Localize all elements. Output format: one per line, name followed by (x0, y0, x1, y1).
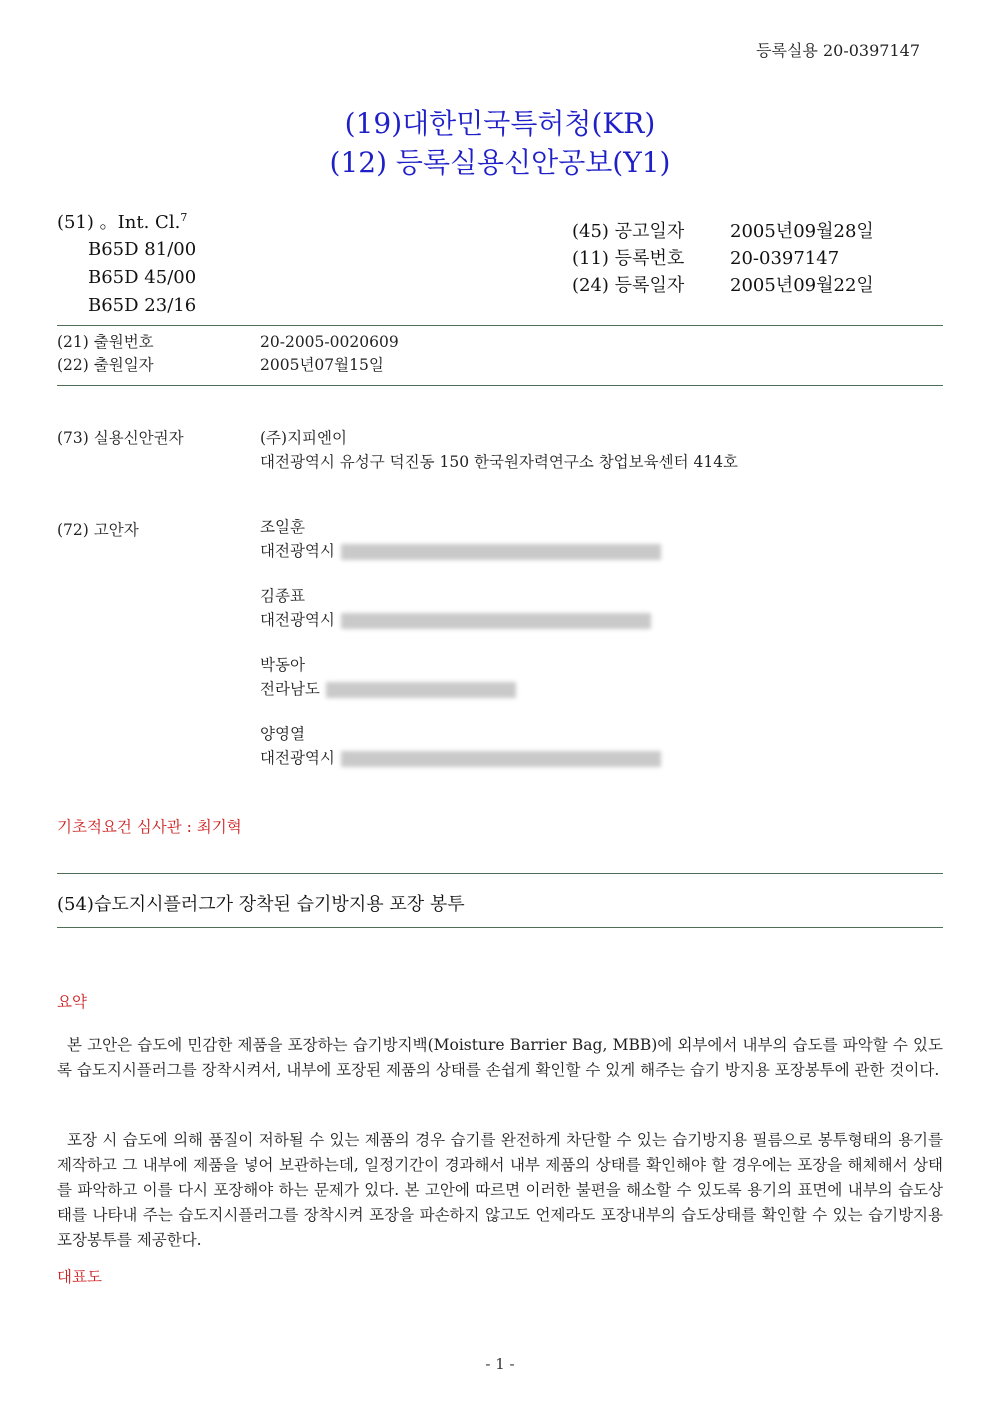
summary-paragraph-2: 포장 시 습도에 의해 품질이 저하될 수 있는 제품의 경우 습기를 완전하게 차단할 수 있는 습기방지용 필름으로 봉투형태의 용기를 제작하고 그 내부에 제품을 넣어 보관하는데, 일정기간이 경과해서 내부 제품의 상태를 확인해야 할 경우에는 포장을 해체해서 상태를 파악하고 이를 다시 포장해야 하는 문제가 있다. 본 고안에 따르면 이러한 불편을 해소할 수 있도록 용기의 표면에 내부의 습도상태를 나타내 주는 습도지시플러그를 장착시켜 포장을 파손하지 않고도 언제라도 포장내부의 습도상태를 확인할 수 있는 습기방지용 포장봉투를 제공한다. (57, 1131, 943, 1249)
inventor-list (260, 515, 661, 770)
application-info (57, 331, 399, 377)
redacted-address (341, 544, 661, 560)
examiner: 기초적요건 심사관 : 최기혁 (57, 818, 242, 836)
inventor-name: 박동아 (260, 656, 305, 674)
inventor-name: 양영열 (260, 725, 305, 743)
redacted-address (341, 613, 651, 629)
office-title: (19)대한민국특허청(KR) (344, 107, 656, 140)
application-row: (22) 출원일자 2005년07월15일 (57, 356, 384, 374)
registration-number-header: 등록실용 20-0397147 (756, 41, 920, 60)
inventor-name: 김종표 (260, 587, 305, 605)
inventor-address: 대전광역시 (260, 746, 661, 770)
date-row: (11) 등록번호 20-0397147 (572, 248, 840, 269)
inventor (260, 515, 661, 563)
inventor-address: 대전광역시 (260, 608, 661, 632)
redacted-address (326, 682, 516, 698)
date-row: (45) 공고일자 2005년09월28일 (572, 221, 874, 242)
inventor-address: 전라남도 (260, 677, 661, 701)
inventor (260, 722, 661, 770)
invention-title: (54)습도지시플러그가 장착된 습기방지용 포장 봉투 (57, 894, 465, 915)
classification-code: B65D 81/00 (88, 239, 197, 260)
holder-name: (주)지피엔이 (260, 429, 347, 447)
representative-drawing-heading: 대표도 (57, 1268, 102, 1286)
classification-codes (88, 236, 196, 320)
summary-heading: 요약 (57, 993, 87, 1011)
inventors-label: (72) 고안자 (57, 521, 139, 539)
classification-label: (51) 。Int. Cl.$^7$ (57, 211, 188, 233)
inventor-address: 대전광역시 (260, 539, 661, 563)
holder-label: (73) 실용신안권자 (57, 429, 184, 447)
classification-code: B65D 45/00 (88, 267, 197, 288)
holder-address: 대전광역시 유성구 덕진동 150 한국원자력연구소 창업보육센터 414호 (260, 453, 739, 471)
publication-dates (572, 218, 874, 299)
summary-paragraph-1: 본 고안은 습도에 민감한 제품을 포장하는 습기방지백(Moisture Barrier Bag, MBB)에 외부에서 내부의 습도를 파악할 수 있도록 습도지시플러그를 장착시켜서, 내부에 포장된 제품의 상태를 손쉽게 확인할 수 있게 해주는 습기 방지용 포장봉투에 관한 것이다. (57, 1036, 943, 1079)
application-row: (21) 출원번호 20-2005-0020609 (57, 333, 399, 351)
divider (57, 873, 943, 874)
date-row: (24) 등록일자 2005년09월22일 (572, 275, 874, 296)
page-number: - 1 - (485, 1355, 515, 1373)
divider (57, 927, 943, 928)
inventor (260, 653, 661, 701)
inventor-name: 조일훈 (260, 518, 305, 536)
divider (57, 325, 943, 326)
publication-title: (12) 등록실용신안공보(Y1) (329, 146, 671, 179)
inventor (260, 584, 661, 632)
divider (57, 385, 943, 386)
classification-code: B65D 23/16 (88, 295, 197, 316)
redacted-address (341, 751, 661, 767)
holder-info (260, 426, 738, 474)
